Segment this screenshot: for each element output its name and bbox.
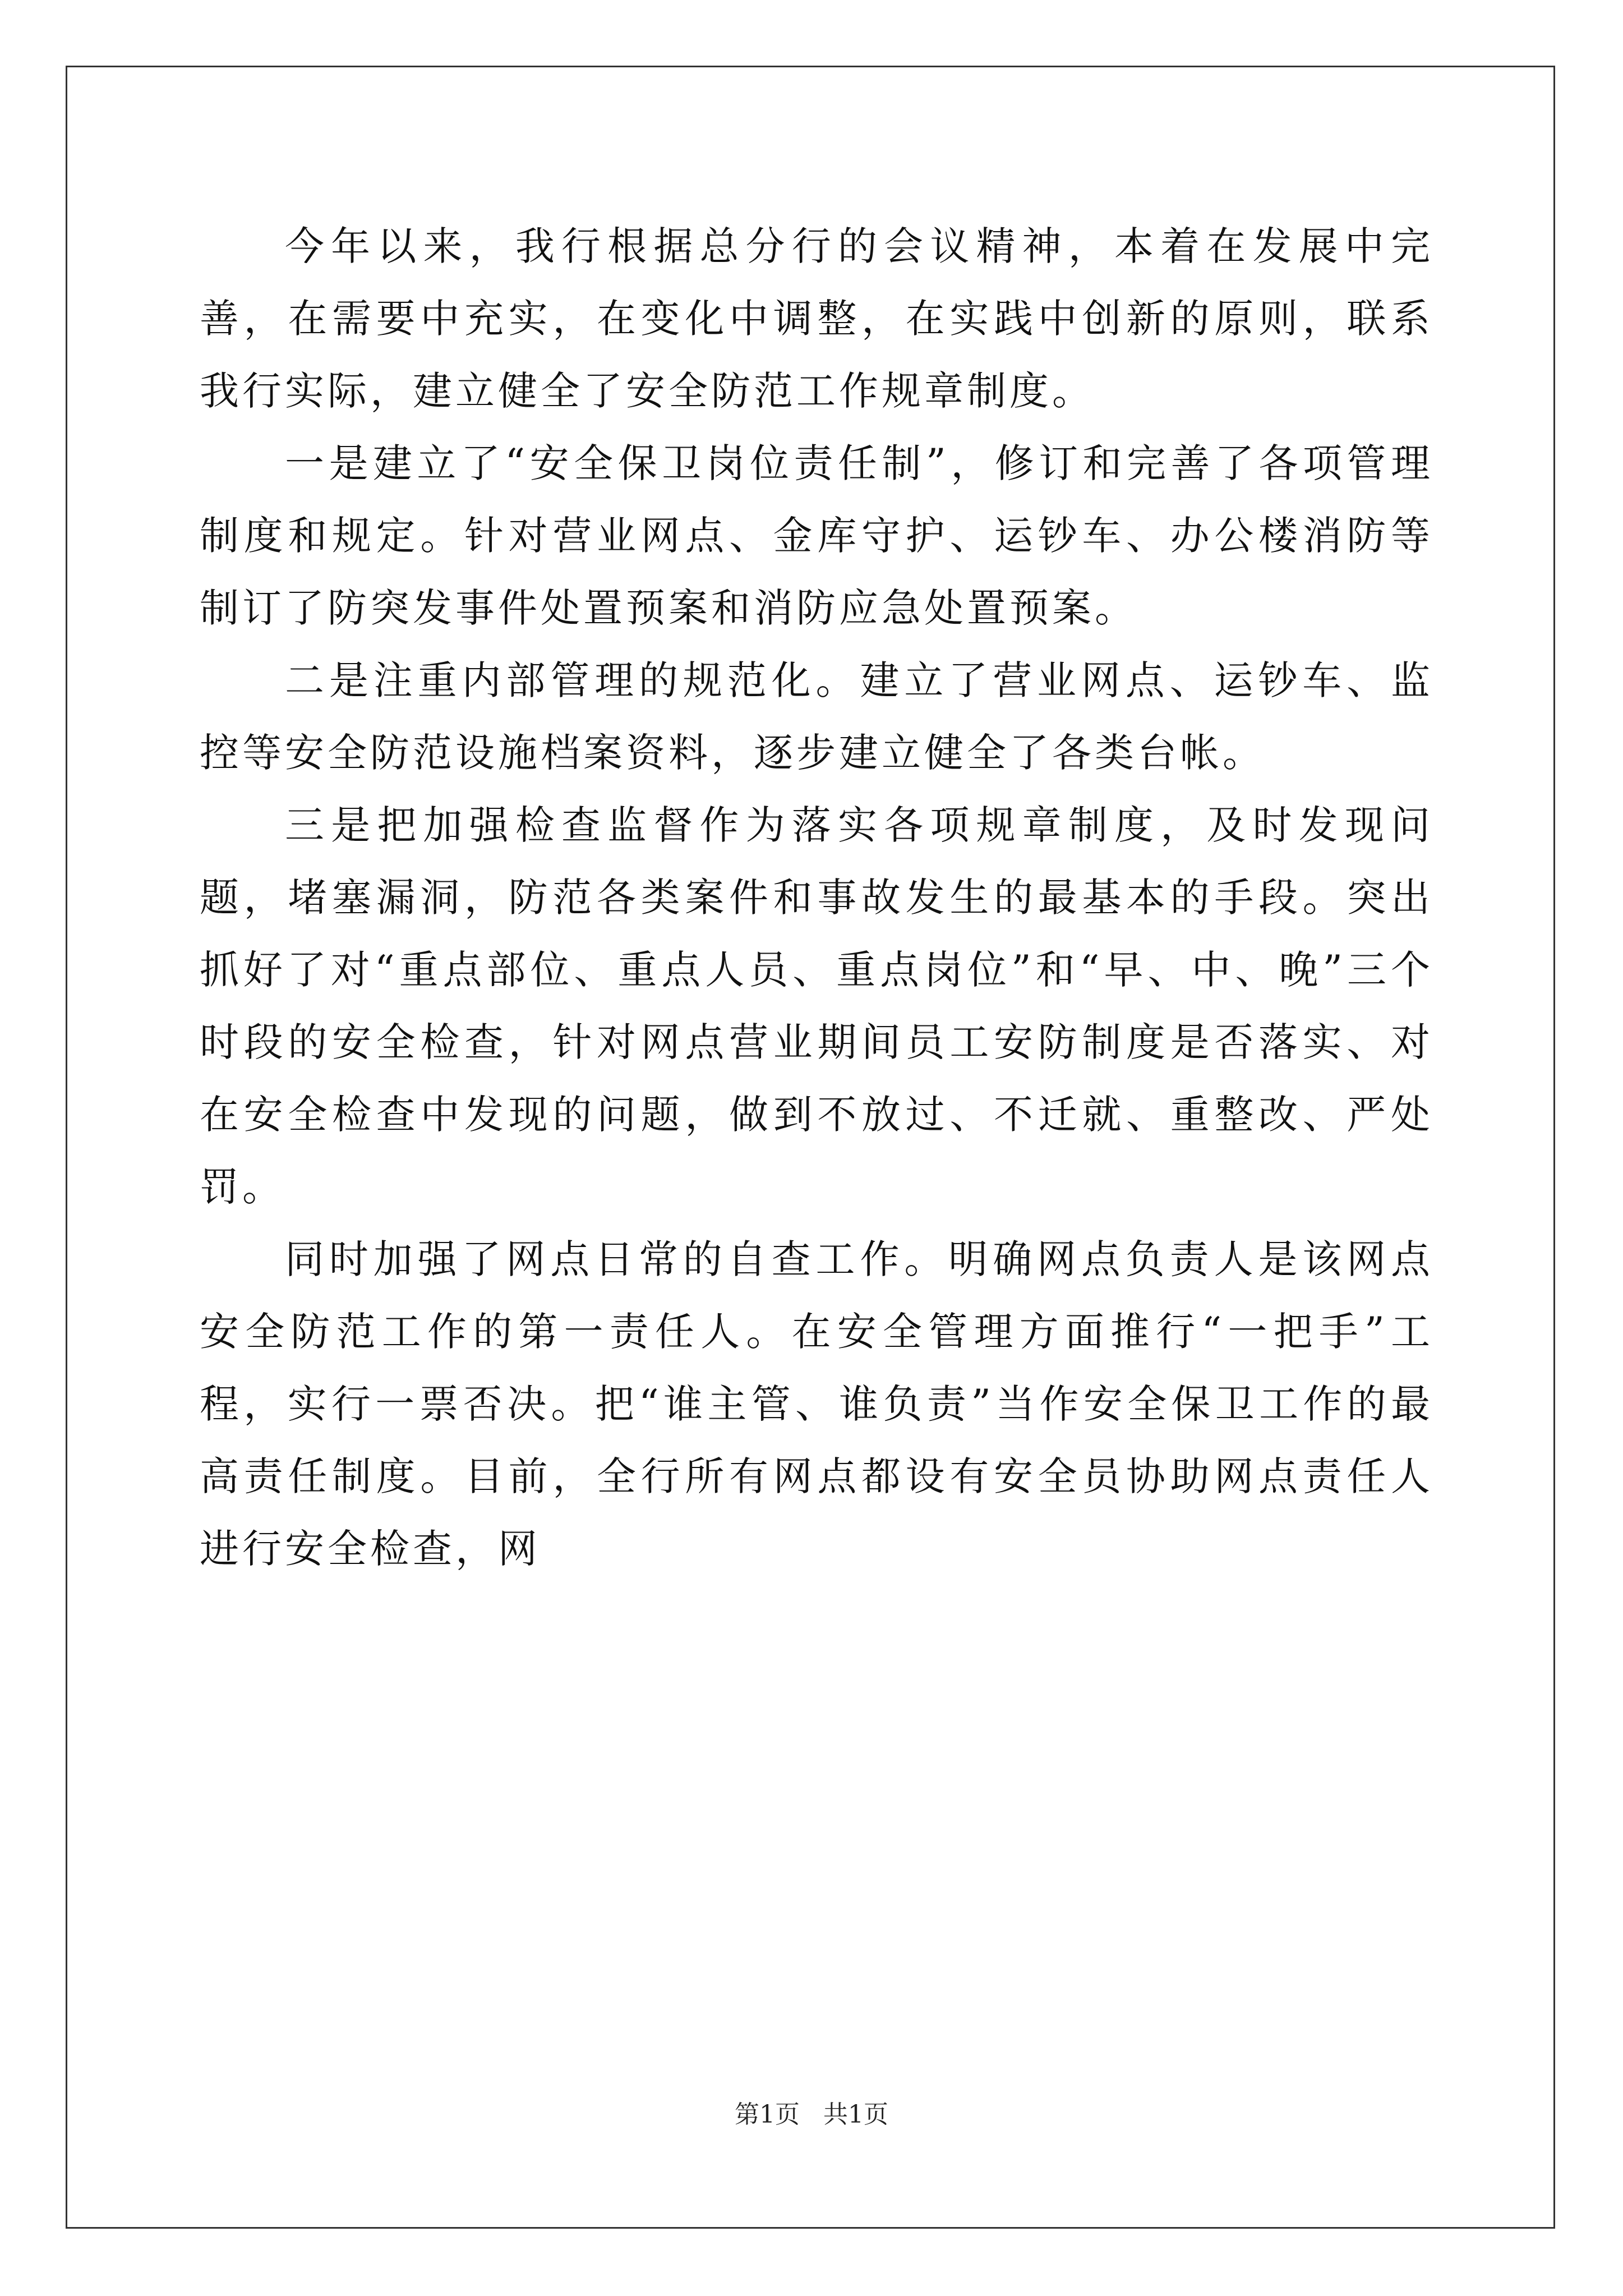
page-total: 共1页 xyxy=(823,2100,888,2129)
page-footer xyxy=(0,2099,1623,2131)
paragraph-5: 同时加强了网点日常的自查工作。明确网点负责人是该网点安全防范工作的第一责任人。在安全管理方面推行“一把手”工程，实行一票否决。把“谁主管、谁负责”当作安全保卫工作的最高责任制度。目前，全行所有网点都设有安全员协助网点责任人进行安全检查，网 xyxy=(200,1236,1433,1572)
paragraph-1: 今年以来，我行根据总分行的会议精神，本着在发展中完善，在需要中充实，在变化中调整，在实践中创新的原则，联系我行实际，建立健全了安全防范工作规章制度。 xyxy=(200,223,1433,414)
paragraph-4: 三是把加强检查监督作为落实各项规章制度，及时发现问题，堵塞漏洞，防范各类案件和事故发生的最基本的手段。突出抓好了对“重点部位、重点人员、重点岗位”和“早、中、晚”三个时段的安全检查，针对网点营业期间员工安防制度是否落实、对在安全检查中发现的问题，做到不放过、不迁就、重整改、严处罚。 xyxy=(200,802,1433,1210)
paragraph-3: 二是注重内部管理的规范化。建立了营业网点、运钞车、监控等安全防范设施档案资料，逐步建立健全了各类台帐。 xyxy=(200,657,1433,776)
document-body xyxy=(200,210,1433,1585)
page-number: 第1页 xyxy=(735,2100,800,2129)
paragraph-2: 一是建立了“安全保卫岗位责任制”，修订和完善了各项管理制度和规定。针对营业网点、金库守护、运钞车、办公楼消防等制订了防突发事件处置预案和消防应急处置预案。 xyxy=(200,440,1433,631)
